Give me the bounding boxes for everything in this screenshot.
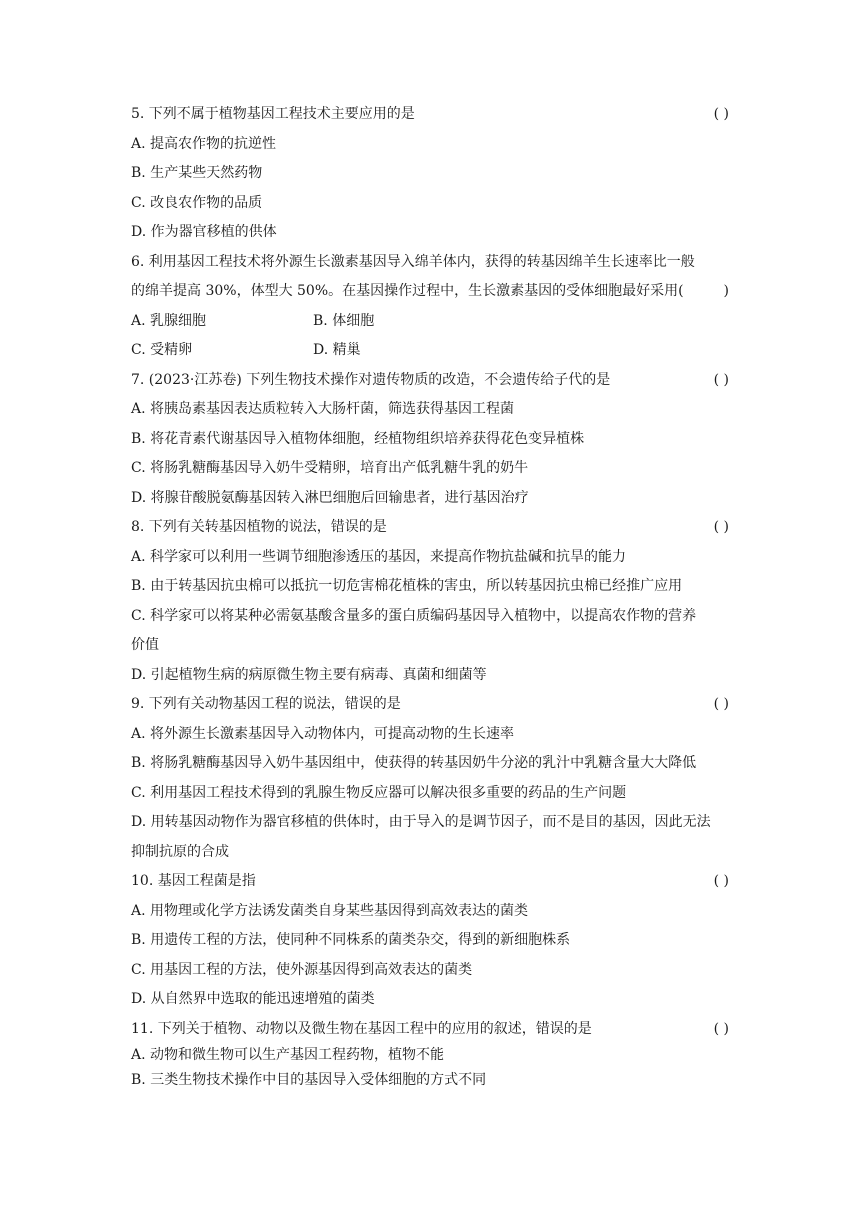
- question-7-option-c: C. 将肠乳糖酶基因导入奶牛受精卵，培育出产低乳糖牛乳的奶牛: [131, 460, 529, 476]
- question-6-stem-line2: 的绵羊提高 30%，体型大 50%。在基因操作过程中，生长激素基因的受体细胞最好采用( ): [131, 277, 731, 307]
- question-7-stem: 7. (2023·江苏卷) 下列生物技术操作对遗传物质的改造，不会遗传给子代的是 ( ): [131, 366, 731, 396]
- question-11-option-a: A. 动物和微生物可以生产基因工程药物，植物不能: [131, 1047, 445, 1063]
- question-7-option-d: D. 将腺苷酸脱氨酶基因转入淋巴细胞后回输患者，进行基因治疗: [131, 489, 529, 506]
- answer-blank: ( ): [713, 371, 729, 388]
- question-6-option-d: D. 精巢: [313, 342, 361, 358]
- question-6-option-a: A. 乳腺细胞: [131, 312, 207, 329]
- question-11-stem: 11. 下列关于植物、动物以及微生物在基因工程中的应用的叙述，错误的是 ( ): [131, 1015, 731, 1045]
- question-6-options-row2: [131, 336, 731, 366]
- question-5-stem: 5. 下列不属于植物基因工程技术主要应用的是 ( ): [131, 100, 731, 130]
- question-6-stem-line1: 6. 利用基因工程技术将外源生长激素基因导入绵羊体内，获得的转基因绵羊生长速率比一般: [131, 253, 695, 270]
- question-10-option-a: A. 用物理或化学方法诱发菌类自身某些基因得到高效表达的菌类: [131, 902, 529, 919]
- question-8-stem: 8. 下列有关转基因植物的说法，错误的是 ( ): [131, 513, 731, 543]
- question-10-option-d: D. 从自然界中选取的能迅速增殖的菌类: [131, 991, 375, 1007]
- question-10-stem: 10. 基因工程菌是指 ( ): [131, 867, 731, 897]
- question-6-option-c: C. 受精卵: [131, 342, 193, 358]
- question-6-option-b: B. 体细胞: [313, 312, 375, 329]
- question-8-option-c-line1: C. 科学家可以将某种必需氨基酸含量多的蛋白质编码基因导入植物中，以提高农作物的营养: [131, 607, 697, 624]
- question-9-option-c: C. 利用基因工程技术得到的乳腺生物反应器可以解决很多重要的药品的生产问题: [131, 784, 627, 801]
- question-5-option-d: D. 作为器官移植的供体: [131, 224, 277, 240]
- question-8-option-b: B. 由于转基因抗虫棉可以抵抗一切危害棉花植株的害虫，所以转基因抗虫棉已经推广应用: [131, 578, 683, 594]
- answer-blank: ( ): [713, 519, 729, 535]
- question-8-option-a: A. 科学家可以利用一些调节细胞渗透压的基因，来提高作物抗盐碱和抗旱的能力: [131, 548, 627, 565]
- question-11-option-b: B. 三类生物技术操作中目的基因导入受体细胞的方式不同: [131, 1072, 487, 1088]
- question-9-option-b: B. 将肠乳糖酶基因导入奶牛基因组中，使获得的转基因奶牛分泌的乳汁中乳糖含量大大降低: [131, 755, 697, 771]
- answer-blank: ( ): [713, 873, 729, 889]
- question-7-option-a: A. 将胰岛素基因表达质粒转入大肠杆菌，筛选获得基因工程菌: [131, 401, 515, 417]
- answer-blank: ( ): [713, 1020, 729, 1037]
- question-9-option-d-line1: D. 用转基因动物作为器官移植的供体时，由于导入的是调节因子，而不是目的基因，因此无法: [131, 814, 711, 830]
- question-7-option-b: B. 将花青素代谢基因导入植物体细胞，经植物组织培养获得花色变异植株: [131, 430, 585, 447]
- question-5-option-c: C. 改良农作物的品质: [131, 194, 263, 211]
- question-8-option-d: D. 引起植物生病的病原微生物主要有病毒、真菌和细菌等: [131, 666, 487, 683]
- question-6-options-row1: [131, 307, 731, 337]
- answer-blank: ( ): [713, 106, 729, 122]
- question-5-option-b: B. 生产某些天然药物: [131, 165, 263, 181]
- question-9-option-a: A. 将外源生长激素基因导入动物体内，可提高动物的生长速率: [131, 725, 515, 742]
- question-9-stem: 9. 下列有关动物基因工程的说法，错误的是 ( ): [131, 690, 731, 720]
- answer-blank: ( ): [713, 696, 729, 712]
- question-10-option-c: C. 用基因工程的方法，使外源基因得到高效表达的菌类: [131, 961, 473, 978]
- question-5-option-a: A. 提高农作物的抗逆性: [131, 135, 277, 152]
- question-10-option-b: B. 用遗传工程的方法，使同种不同株系的菌类杂交，得到的新细胞株系: [131, 932, 571, 948]
- question-8-option-c-line2: 价值: [131, 637, 159, 653]
- question-9-option-d-line2: 抑制抗原的合成: [131, 843, 229, 860]
- answer-blank-close: ): [723, 283, 729, 299]
- worksheet-page: [131, 100, 731, 1096]
